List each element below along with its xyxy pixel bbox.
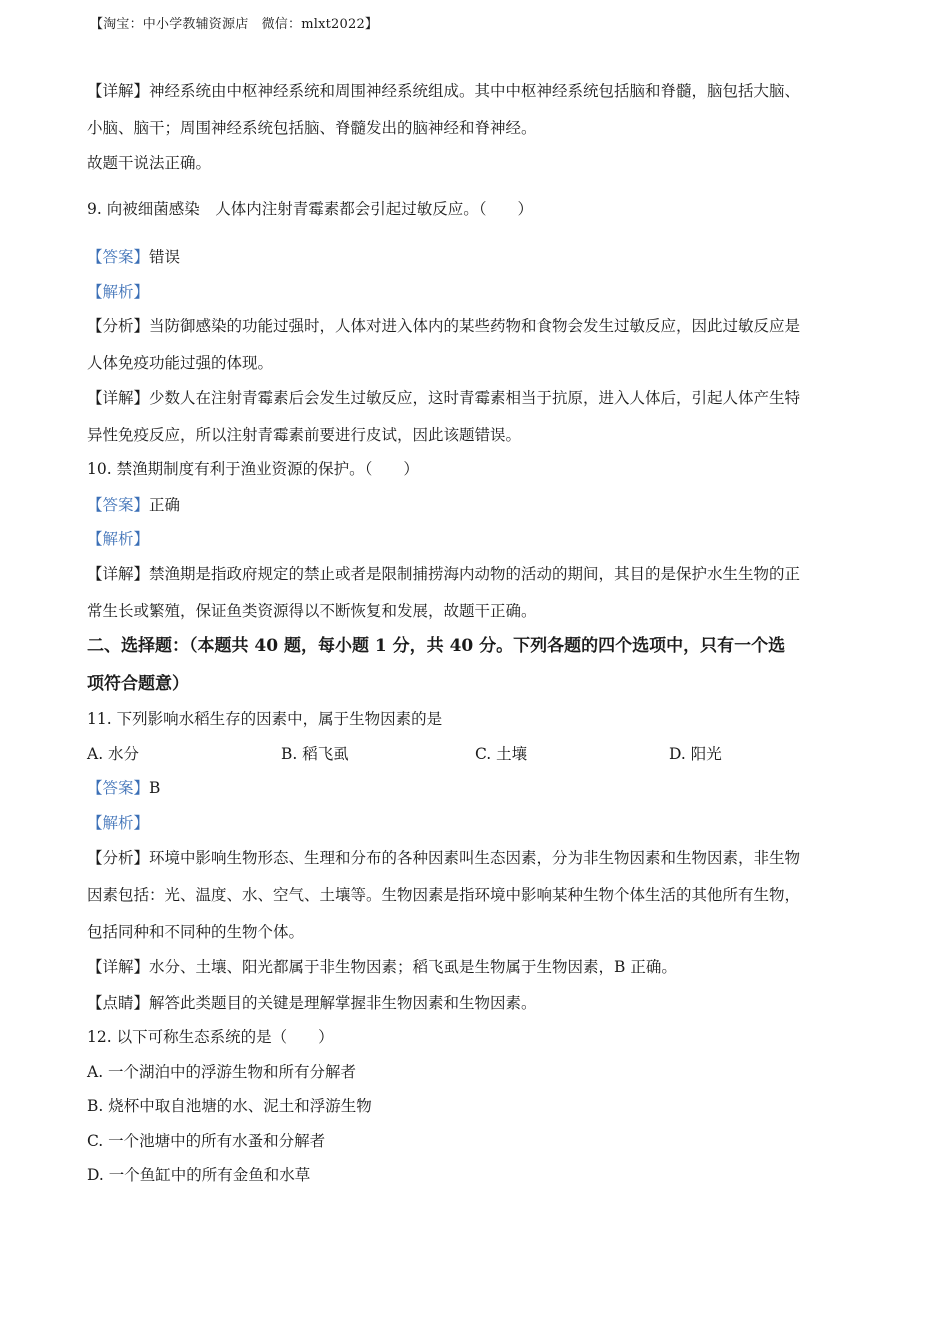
- q11-option-b: B. 稻飞虱: [281, 745, 349, 763]
- q12-option-d: D. 一个鱼缸中的所有金鱼和水草: [87, 1166, 311, 1184]
- q10-detail-line-1: 【详解】禁渔期是指政府规定的禁止或者是限制捕捞海内动物的活动的期间，其目的是保护水生生物的正: [87, 565, 801, 583]
- q10-detail-line-2: 常生长或繁殖，保证鱼类资源得以不断恢复和发展，故题干正确。: [87, 602, 537, 620]
- q11-detail: 【详解】水分、土壤、阳光都属于非生物因素；稻飞虱是生物属于生物因素，B 正确。: [87, 958, 677, 976]
- q11-fenxi-line-2: 因素包括：光、温度、水、空气、土壤等。生物因素是指环境中影响某种生物个体生活的其他所有生物，: [87, 886, 801, 904]
- q8-conclusion: 故题干说法正确。: [87, 154, 212, 172]
- q11-option-a: A. 水分: [87, 745, 140, 763]
- page-header: 【淘宝：中小学教辅资源店 微信：mlxt2022】: [90, 17, 379, 32]
- q9-detail-line-1: 【详解】少数人在注射青霉素后会发生过敏反应，这时青霉素相当于抗原，进入人体后，引起人体产生特: [87, 389, 801, 407]
- q11-comment: 【点睛】解答此类题目的关键是理解掌握非生物因素和生物因素。: [87, 994, 537, 1012]
- q9-fenxi-line-1: 【分析】当防御感染的功能过强时，人体对进入体内的某些药物和食物会发生过敏反应，因此过敏反应是: [87, 317, 801, 335]
- q9-question: 9. 向被细菌感染 人体内注射青霉素都会引起过敏反应。（ ）: [87, 200, 533, 218]
- answer-value: 错误: [149, 248, 181, 266]
- q10-question: 10. 禁渔期制度有利于渔业资源的保护。（ ）: [87, 460, 419, 478]
- answer-value: 正确: [149, 496, 181, 514]
- q8-detail-line-1: 【详解】神经系统由中枢神经系统和周围神经系统组成。其中中枢神经系统包括脑和脊髓，脑包括大脑、: [87, 82, 801, 100]
- q10-answer: [87, 498, 180, 514]
- q11-fenxi-line-3: 包括同种和不同种的生物个体。: [87, 923, 305, 941]
- q9-answer: [87, 250, 180, 266]
- q12-option-c: C. 一个池塘中的所有水蚤和分解者: [87, 1132, 326, 1150]
- q10-analysis-label: 【解析】: [87, 530, 150, 548]
- q11-question: 11. 下列影响水稻生存的因素中，属于生物因素的是: [87, 710, 443, 728]
- answer-label: 【答案】: [87, 248, 150, 266]
- answer-value: B: [149, 779, 161, 797]
- q8-detail-line-2: 小脑、脑干；周围神经系统包括脑、脊髓发出的脑神经和脊神经。: [87, 119, 537, 137]
- q12-option-b: B. 烧杯中取自池塘的水、泥土和浮游生物: [87, 1097, 372, 1115]
- q11-option-c: C. 土壤: [475, 745, 528, 763]
- q9-detail-line-2: 异性免疫反应，所以注射青霉素前要进行皮试，因此该题错误。: [87, 426, 522, 444]
- section-heading-line-2: 项符合题意）: [87, 674, 189, 694]
- answer-label: 【答案】: [87, 779, 150, 797]
- q12-question: 12. 以下可称生态系统的是（ ）: [87, 1028, 334, 1046]
- section-heading-line-1: 二、选择题：（本题共 40 题，每小题 1 分，共 40 分。下列各题的四个选项中，只有一个选: [87, 636, 786, 656]
- q9-analysis-label: 【解析】: [87, 283, 150, 301]
- q9-fenxi-line-2: 人体免疫功能过强的体现。: [87, 354, 274, 372]
- q11-answer: [87, 781, 160, 797]
- q11-analysis-label: 【解析】: [87, 814, 150, 832]
- q11-fenxi-line-1: 【分析】环境中影响生物形态、生理和分布的各种因素叫生态因素，分为非生物因素和生物因素，非生物: [87, 849, 801, 867]
- answer-label: 【答案】: [87, 496, 150, 514]
- q11-option-d: D. 阳光: [669, 745, 722, 763]
- q12-option-a: A. 一个湖泊中的浮游生物和所有分解者: [87, 1063, 357, 1081]
